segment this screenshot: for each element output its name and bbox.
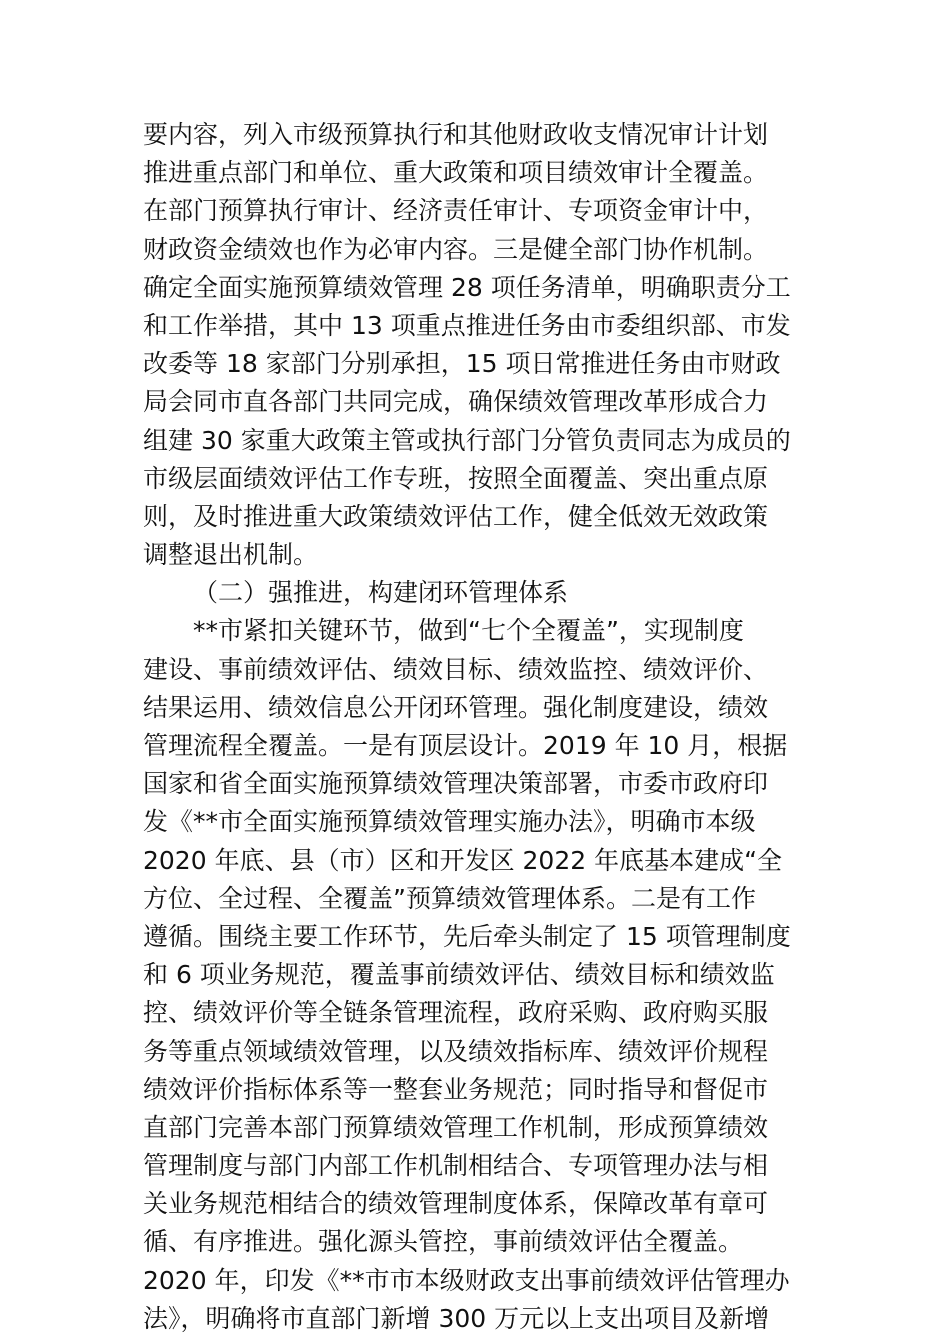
text-line: 2020 年底、县（市）区和开发区 2022 年底基本建成“全 <box>143 845 783 875</box>
text-line: 方位、全过程、全覆盖”预算绩效管理体系。二是有工作 <box>143 883 756 913</box>
text-line: 关业务规范相结合的绩效管理制度体系，保障改革有章可 <box>143 1189 769 1219</box>
text-line: 结果运用、绩效信息公开闭环管理。强化制度建设，绩效 <box>143 692 769 722</box>
text-line: 改委等 18 家部门分别承担，15 项日常推进任务由市财政 <box>143 349 781 379</box>
text-line: 务等重点领域绩效管理，以及绩效指标库、绩效评价规程 <box>143 1036 769 1066</box>
text-line: 国家和省全面实施预算绩效管理决策部署，市委市政府印 <box>143 769 769 799</box>
text-line: 调整退出机制。 <box>143 540 319 570</box>
text-line: 和工作举措，其中 13 项重点推进任务由市委组织部、市发 <box>143 310 791 340</box>
text-line: 建设、事前绩效评估、绩效目标、绩效监控、绩效评价、 <box>143 654 769 684</box>
text-line: 循、有序推进。强化源头管控，事前绩效评估全覆盖。 <box>143 1227 744 1257</box>
text-line: 推进重点部门和单位、重大政策和项目绩效审计全覆盖。 <box>143 158 769 188</box>
section-heading: （二）强推进，构建闭环管理体系 <box>193 578 569 608</box>
text-line: 2020 年，印发《**市市本级财政支出事前绩效评估管理办 <box>143 1265 790 1295</box>
text-line: 财政资金绩效也作为必审内容。三是健全部门协作机制。 <box>143 234 769 264</box>
paragraph-first-line: **市紧扣关键环节，做到“七个全覆盖”，实现制度 <box>193 616 744 646</box>
text-line: 局会同市直各部门共同完成，确保绩效管理改革形成合力 <box>143 387 769 417</box>
text-line: 遵循。围绕主要工作环节，先后牵头制定了 15 项管理制度 <box>143 921 791 951</box>
body-text <box>143 116 823 1338</box>
text-line: 市级层面绩效评估工作专班，按照全面覆盖、突出重点原 <box>143 463 769 493</box>
text-line: 法》，明确将市直部门新增 300 万元以上支出项目及新增 <box>143 1303 770 1333</box>
text-line: 控、绩效评价等全链条管理流程，政府采购、政府购买服 <box>143 998 769 1028</box>
text-line: 管理流程全覆盖。一是有顶层设计。2019 年 10 月，根据 <box>143 731 788 760</box>
text-line: 在部门预算执行审计、经济责任审计、专项资金审计中， <box>143 196 769 226</box>
text-line: 则，及时推进重大政策绩效评估工作，健全低效无效政策 <box>143 501 769 531</box>
text-line: 发《**市全面实施预算绩效管理实施办法》，明确市本级 <box>143 807 756 837</box>
text-line: 和 6 项业务规范，覆盖事前绩效评估、绩效目标和绩效监 <box>143 960 775 990</box>
text-line: 绩效评价指标体系等一整套业务规范；同时指导和督促市 <box>143 1074 769 1104</box>
text-line: 要内容，列入市级预算执行和其他财政收支情况审计计划 <box>143 120 769 149</box>
text-line: 管理制度与部门内部工作机制相结合、专项管理办法与相 <box>143 1151 769 1181</box>
text-line: 组建 30 家重大政策主管或执行部门分管负责同志为成员的 <box>143 425 791 455</box>
text-line: 直部门完善本部门预算绩效管理工作机制，形成预算绩效 <box>143 1112 769 1142</box>
text-line: 确定全面实施预算绩效管理 28 项任务清单，明确职责分工 <box>143 272 791 302</box>
